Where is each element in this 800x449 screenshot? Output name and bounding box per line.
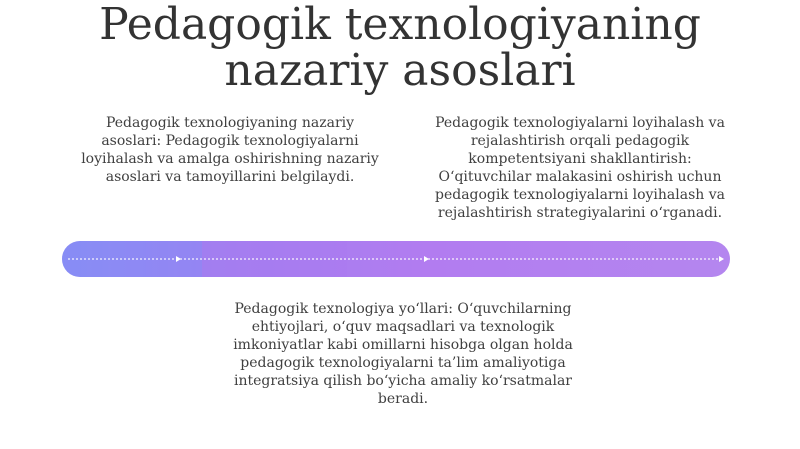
text-block-theory: Pedagogik texnologiyaning nazariy asoslari: Pedagogik texnologiyalarni loyihalash va amalga oshirishning nazariy asoslari va tamoyillarini belgilaydi. (81, 115, 379, 185)
page-title: Pedagogik texnologiyaning nazariy asoslari (99, 0, 701, 96)
arrow-right-icon (176, 256, 181, 262)
timeline-arrows (62, 241, 730, 277)
arrow-right-icon (424, 256, 429, 262)
timeline-bar (62, 241, 730, 277)
text-block-paths: Pedagogik texnologiya yo‘llari: O‘quvchilarning ehtiyojlari, o‘quv maqsadlari va texnologik imkoniyatlar kabi omillarni hisobga olgan holda pedagogik texnologiyalarni ta’lim amaliyotiga integratsiya qilish bo‘yicha amaliy ko‘rsatmalar beradi. (233, 301, 573, 407)
arrow-right-icon (719, 256, 724, 262)
text-block-design: Pedagogik texnologiyalarni loyihalash va rejalashtirish orqali pedagogik kompetentsiyani shakllantirish: O‘qituvchilar malakasini oshirish uchun pedagogik texnologiyalarni loyihalash va rejalashtirish strategiyalarini o‘rganadi. (434, 115, 726, 221)
